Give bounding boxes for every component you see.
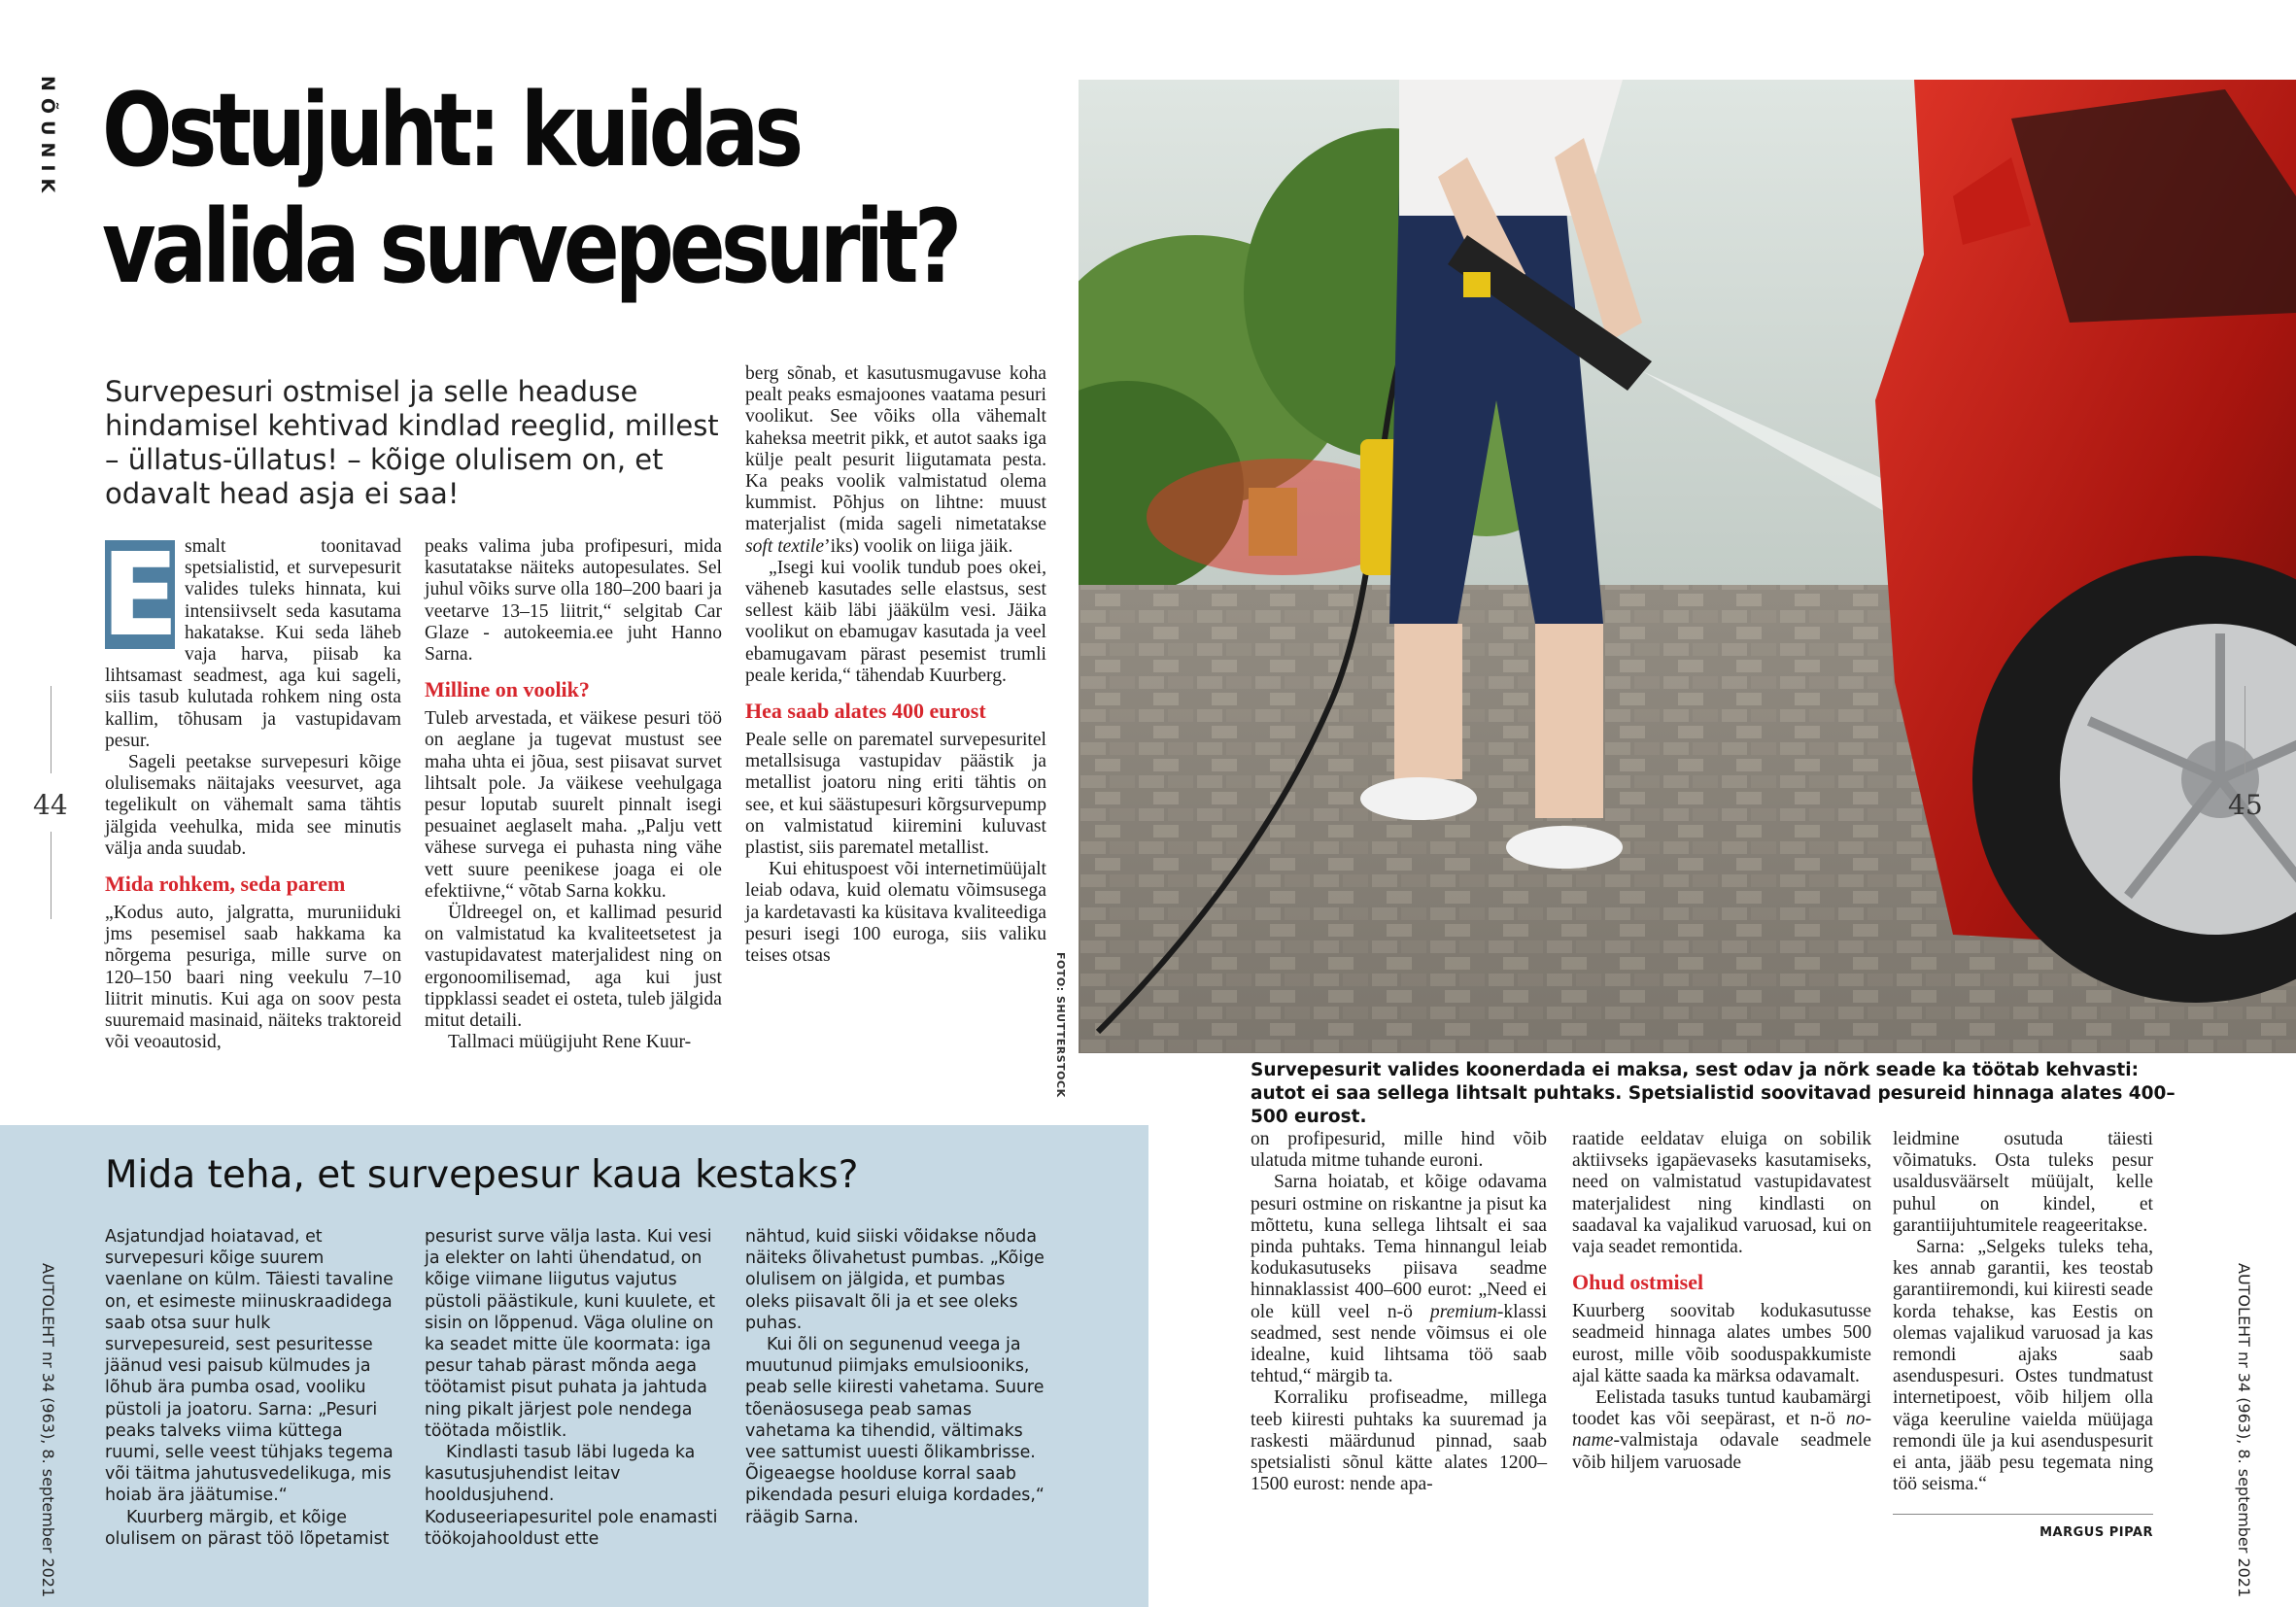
article-lead: Survepesuri ostmisel ja selle headuse hindamisel kehtivad kindlad reeglid, millest – üllatus-üllatus! – kõige olulisem on, et odavalt head asja ei saa! — [105, 375, 719, 510]
sidebar-column-1 — [105, 1226, 398, 1550]
article-column-3 — [745, 363, 1046, 967]
sidebar-column-2 — [425, 1226, 722, 1550]
paragraph: berg sõnab, et kasutusmugavuse koha pealt peaks esmajoones vaatama pesuri voolikut. See võiks olla vähemalt kaheksa meetrit pikk, et autot saaks iga külje pealt pesurit liigutamata pesta. Ka peaks voolik valmistatud olema kummist. Põhjus on lihtne: muust materjalist (mida sageli nimetatakse soft textile’iks) voolik on liiga jäik. — [745, 363, 1046, 557]
page-number-right: 45 — [2228, 789, 2263, 821]
paragraph: Tuleb arvestada, et väikese pesuri töö on aeglane ja tugevat mustust see maha uhta ei jõua, sest piisavat survet lihtsalt pole. Ja väikese veehulgaga pesur loputab suurelt pinnalt isegi pesuainet aeglaselt maha. „Palju vett vähese survega ei puhasta ning vähe vett suure peenikese joaga ei ole efektiivne,“ võtab Sarna kokku. — [425, 708, 722, 902]
article-column-5 — [1572, 1129, 1871, 1474]
byline-rule — [1893, 1514, 2153, 1515]
subheading: Milline on voolik? — [425, 677, 590, 702]
photo-credit: FOTO: SHUTTERSTOCK — [1054, 952, 1067, 1098]
paragraph: pesurist surve välja lasta. Kui vesi ja elekter on lahti ühendatud, on kõige viimane liigutus vajutus püstoli päästikule, kuni kuulete, et sisin on lõppenud. Väga oluline on ka seadet mitte üle koormata: iga pesur tahab pärast mõnda aega töötamist pisut puhata ja jahtuda ning pikalt järjest pole nendega töötada mõistlik. — [425, 1227, 716, 1441]
paragraph: Peale selle on parematel survepesuritel metallsisuga vastupidav päästik ja metallist joatoru ning eriti tähtis on see, et kui säästupesuri kõrgsurvepump on valmistatud kiiremini kuluvast plastist, siis parematel metallist. — [745, 730, 1046, 859]
article-column-4 — [1251, 1129, 1547, 1495]
section-label: NÕUNIK — [37, 76, 58, 200]
subheading: Ohud ostmisel — [1572, 1270, 1704, 1295]
sidebar-column-3 — [745, 1226, 1046, 1528]
paragraph: Sarna: „Selgeks tuleks teha, kes annab garantii, kes teostab garantiiremondi, kui kiiresti seade korda tehakse, kas Eestis on olemas vajalikud varuosad ja kas remondi ajaks saab asenduspesuri. Ostes tundmatust internetipoest, võib hiljem olla väga keeruline vaielda müüjaga remondi üle ja kui asenduspesurit ei anta, jääb pesu tegemata ning töö seisma.“ — [1893, 1237, 2153, 1495]
issue-info-right: AUTOLEHT nr 34 (963), 8. september 2021 — [2235, 1263, 2253, 1598]
paragraph: peaks valima juba profipesuri, mida kasutatakse näiteks autopesulates. Sel juhul võiks surve olla 180–200 baari ja veetarve 13–15 liitrit,“ selgitab Car Glaze - autokeemia.ee juht Hanno Sarna. — [425, 536, 722, 666]
paragraph: Korraliku profiseadme, millega teeb kiiresti puhtaks ka suuremad ja raskesti määrdunud pinnad, saab spetsialisti sõnul kätte alates 1200–1500 eurost: nende apa- — [1251, 1387, 1547, 1495]
paragraph: Kuurberg märgib, et kõige olulisem on pärast töö lõpetamist — [105, 1507, 390, 1549]
paragraph: raatide eeldatav eluiga on sobilik aktiivseks igapäevaseks kasutamiseks, need on valmistatud vastupidavatest materjalidest ning kindlasti on saadaval ka vajalikud varuosad, kui on vaja seadet remontida. — [1572, 1129, 1871, 1258]
subheading: Mida rohkem, seda parem — [105, 872, 346, 897]
paragraph: „Isegi kui voolik tundub poes okei, väheneb kasutades selle elastsus, sest sellest käib läbi jääkülm vesi. Jäika voolikut on ebamugav kasutada ja veel ebamugavam pärast pesemist trumli peale kerida,“ tähendab Kuurberg. — [745, 557, 1046, 686]
paragraph: smalt toonitavad spetsialistid, et survepesurit valides tuleks hinnata, kui intensiivselt seda kasutama hakatakse. Kui seda läheb vaja harva, piisab ka lihtsamast seadmest, aga kui sageli, siis tasub kulutada rohkem ning osta kallim, tõhusam ja vastupidavam pesur. — [105, 536, 401, 751]
article-column-6 — [1893, 1129, 2153, 1495]
article-column-1 — [100, 528, 401, 1053]
paragraph: Sageli peetakse survepesuri kõige olulisemaks näitajaks veesurvet, aga tegelikult on vähemalt sama tähtis jälgida veehulka, mida see minutis välja anda suudab. — [105, 752, 401, 859]
paragraph: Kuurberg soovitab kodukasutusse seadmeid hinnaga alates umbes 500 eurost, mille võib sooduspakkumiste ajal kätte saada ka märksa odavamalt. — [1572, 1301, 1871, 1386]
photo-illustration — [1079, 80, 2296, 1053]
paragraph: Kindlasti tasub läbi lugeda ka kasutusjuhendist leitav hooldusjuhend. Koduseeriapesuritel pole enamasti töökojahooldust ette — [425, 1443, 718, 1549]
title-line-1: Ostujuht: kuidas — [102, 71, 800, 189]
title-line-2: valida survepesurit? — [102, 188, 958, 306]
paragraph: Tallmaci müügijuht Rene Kuur- — [448, 1032, 692, 1053]
author-byline: MARGUS PIPAR — [2039, 1525, 2153, 1540]
paragraph: Üldreegel on, et kallimad pesurid on valmistatud ka kvaliteetsetest ja vastupidavatest materjalidest ning on ergonoomilisemad, aga kui just tippklassi seadet ei osteta, tuleb jälgida mitut detaili. — [425, 903, 722, 1032]
article-title — [102, 71, 958, 306]
paragraph: Kui õli on segunenud veega ja muutunud piimjaks emulsiooniks, peab selle kiiresti vahetama. Suure tõenäosusega peab samas vahetama ka tihendid, vältimaks vee sattumist uuesti õlikambrisse. Õigeaegse hoolduse korral saab pikendada pesuri eluiga kordades,“ räägib Sarna. — [745, 1335, 1045, 1527]
paragraph: Sarna hoiatab, et kõige odavama pesuri ostmine on riskantne ja pisut ka mõttetu, kuna sellega lihtsalt ei saa pinda puhtaks. Tema hinnangul leiab kodukasutuseks piisava seadme hinnaklassist 400–600 eurot: „Need ei ole küll veel n-ö premium-klassi seadmed, sest nende võimsus ei ole idealne, kuid lihtsama töö saab tehtud,“ märgib ta. — [1251, 1172, 1547, 1387]
article-photo — [1079, 80, 2296, 1053]
paragraph: leidmine osutuda täiesti võimatuks. Osta tuleks pesur usaldusväärselt müüjalt, kelle puhul on kindel, et garantiijuhtumitele reageeritakse. — [1893, 1129, 2153, 1236]
sidebar-title: Mida teha, et survepesur kaua kestaks? — [105, 1153, 859, 1197]
paragraph: nähtud, kuid siiski võidakse nõuda näiteks õlivahetust pumbas. „Kõige olulisem on jälgida, et pumbas oleks piisavalt õli ja et see oleks puhas. — [745, 1227, 1045, 1333]
subheading: Hea saab alates 400 eurost — [745, 699, 986, 724]
article-column-2 — [425, 536, 722, 1053]
issue-info-left: AUTOLEHT nr 34 (963), 8. september 2021 — [39, 1263, 57, 1598]
paragraph: „Kodus auto, jalgratta, muruniiduki jms pesemisel saab hakkama ka nõrgema pesuriga, mille surve on 120–150 baari ning veekulu 7–10 liitrit minutis. Kui aga on soov pesta suuremaid masinaid, näiteks traktoreid või veoautosid, — [105, 903, 401, 1053]
paragraph: Asjatundjad hoiatavad, et survepesuri kõige suurem vaenlane on külm. Täiesti tavaline on, et esimeste miinuskraadidega saab otsa suur hulk survepesureid, sest pesuritesse jäänud vesi paisub külmudes ja lõhub ära pumba osad, vooliku püstoli ja joatoru. Sarna: „Pesuri peaks talveks viima küttega ruumi, selle veest tühjaks tegema või täitma jahutusvedelikuga, mis hoiab ära jäätumise.“ — [105, 1227, 394, 1506]
photo-caption: Survepesurit valides koonerdada ei maksa, sest odav ja nõrk seade ka töötab kehvasti: autot ei saa sellega lihtsalt puhtaks. Spetsialistid soovitavad pesureid hinnaga alates 400–500 eurost. — [1251, 1060, 2176, 1127]
dropcap: E — [100, 528, 180, 662]
paragraph: Eelistada tasuks tuntud kaubamärgi toodet kas või seepärast, et n-ö no-name-valmistaja odavale seadmele võib hiljem varuosade — [1572, 1387, 1871, 1473]
paragraph: on profipesurid, mille hind võib ulatuda mitme tuhande euroni. — [1251, 1129, 1547, 1172]
page-number-left: 44 — [33, 789, 68, 821]
paragraph: Kui ehituspoest või internetimüüjalt leiab odava, kuid olematu võimsusega ja kardetavasti ka küsitava kvaliteediga pesuri isegi 100 euroga, siis valiku teises otsas — [745, 859, 1046, 967]
